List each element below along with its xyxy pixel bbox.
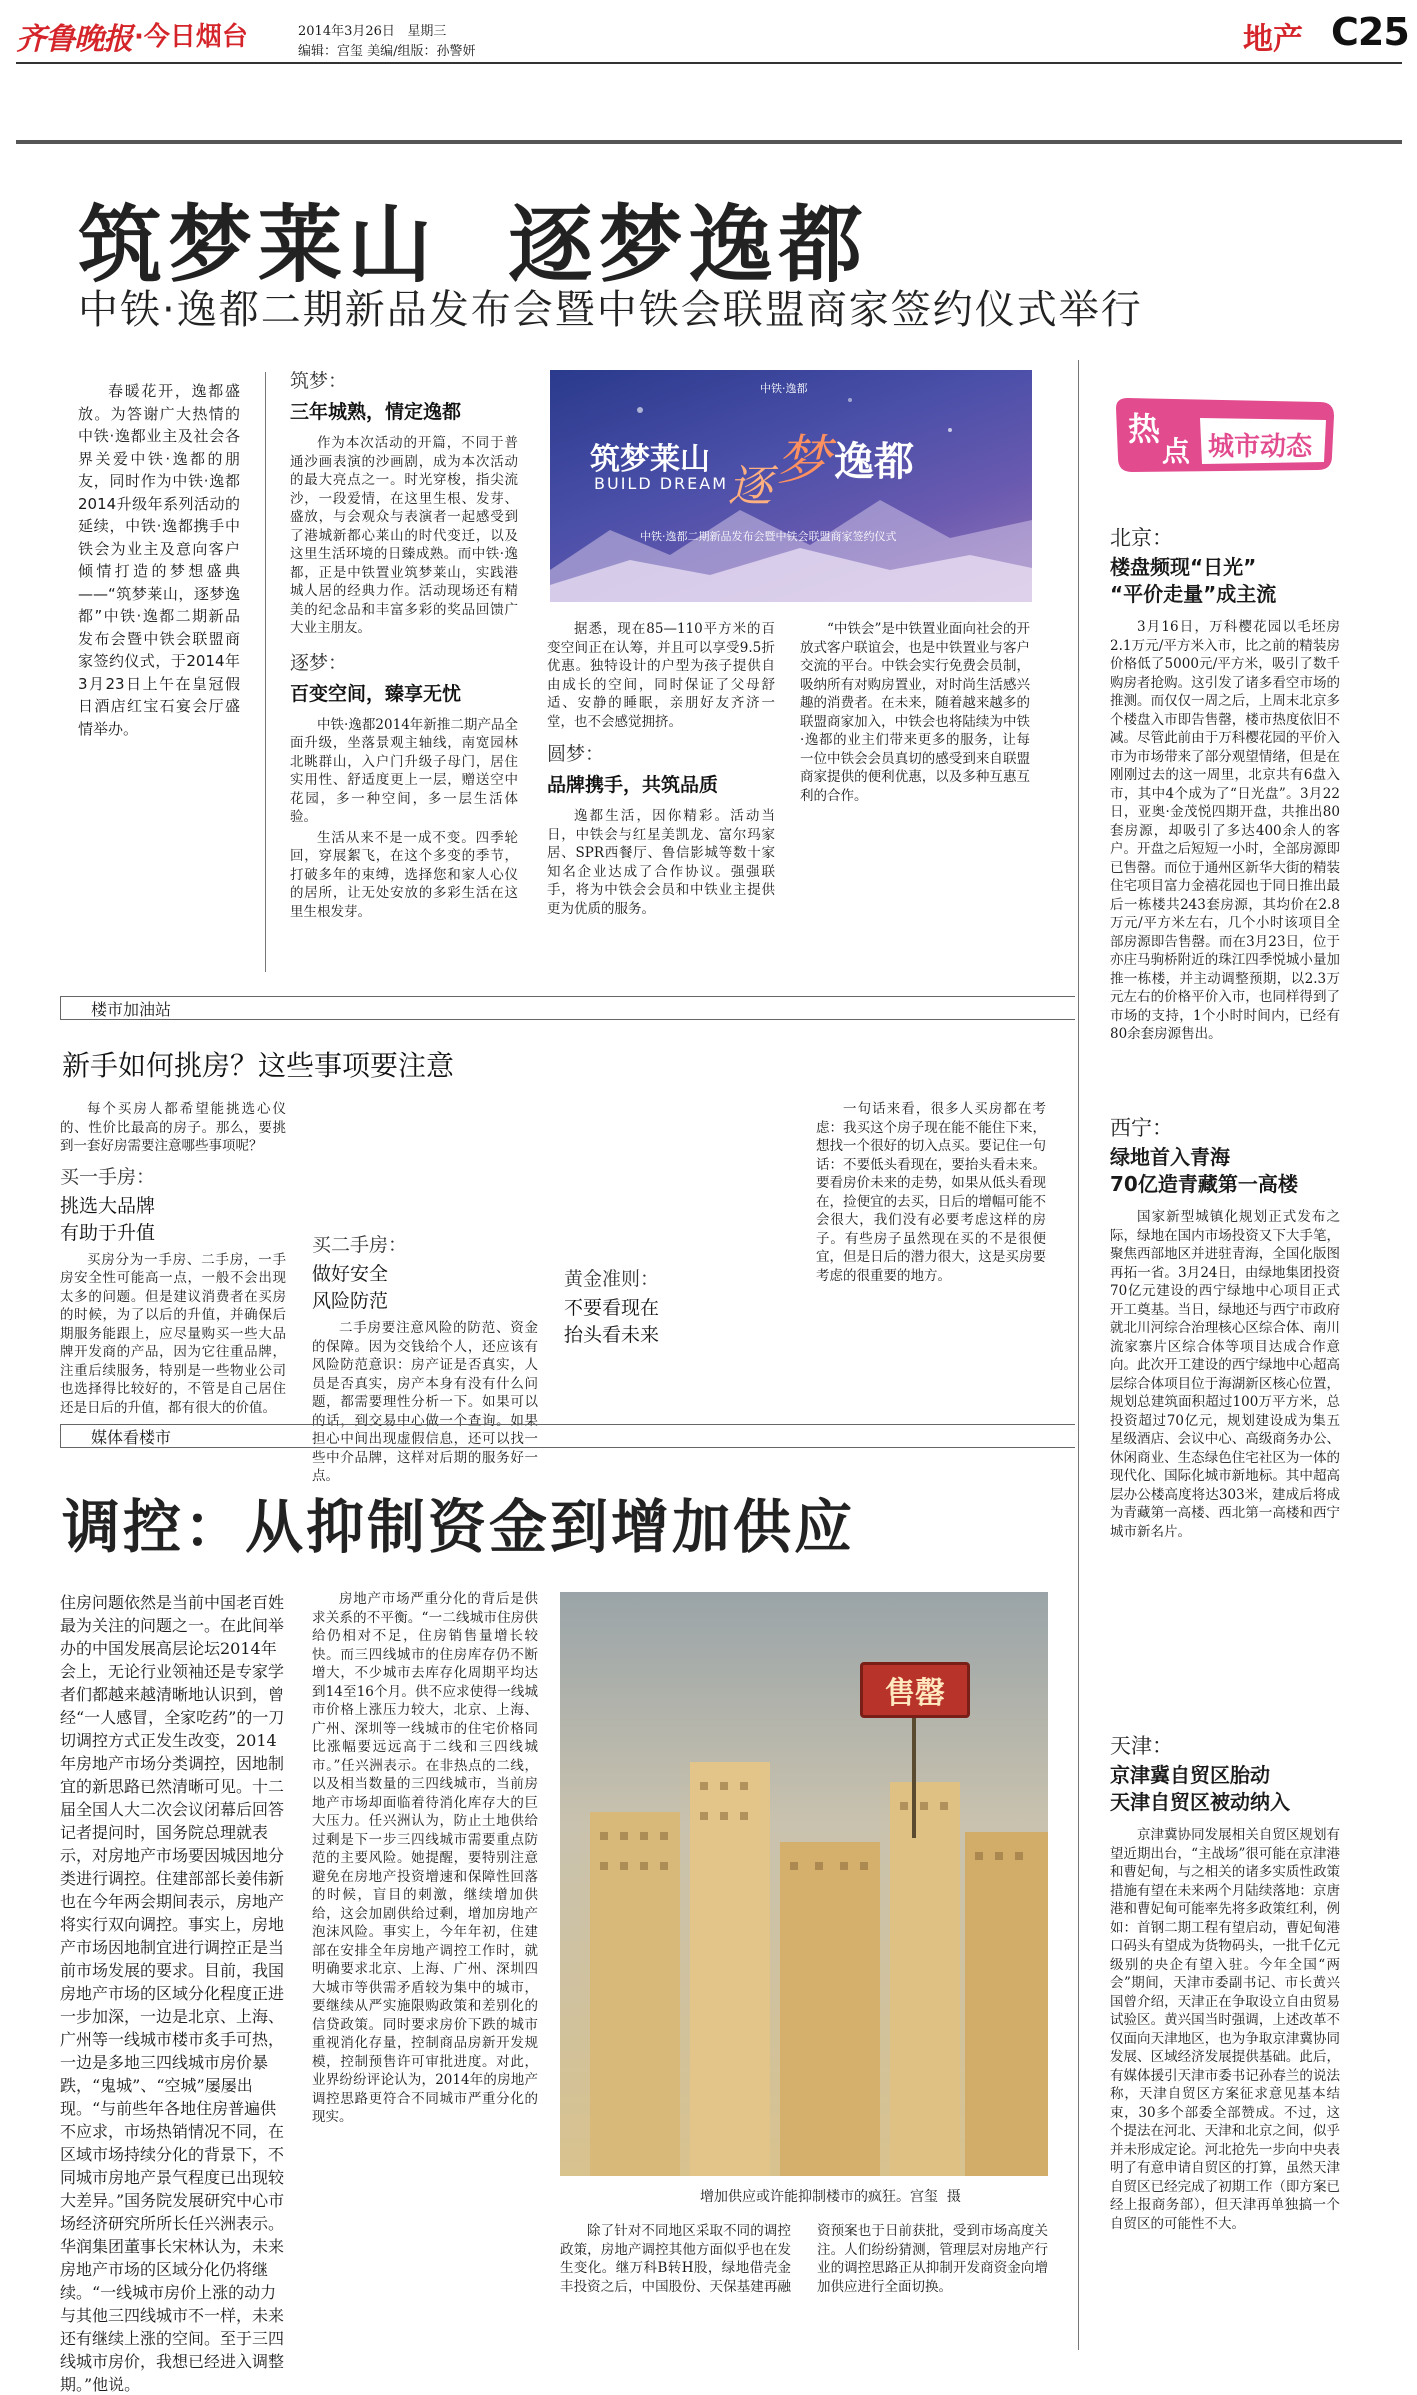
- city-title-line: 绿地首入青海: [1110, 1145, 1230, 1169]
- s1-title-line: 有助于升值: [60, 1221, 156, 1244]
- sidebar-tianjin: [1110, 1730, 1340, 2350]
- s3-title-line: 抬头看未来: [564, 1324, 660, 1346]
- weekday: 星期三: [407, 24, 447, 39]
- s1-label: 买一手房：: [60, 1165, 156, 1188]
- editors-line: 编辑：宫玺 美编/组版：孙警妍: [298, 44, 476, 59]
- city-title-line: 70亿造青藏第一高楼: [1110, 1172, 1298, 1196]
- badge-hot-2: 点: [1162, 435, 1191, 468]
- article2-col4: [816, 1100, 1046, 1380]
- city-title-line: 京津冀自贸区胎动: [1110, 1763, 1270, 1787]
- city-xining: 西宁：: [1110, 1116, 1173, 1140]
- city-title-beijing: [1110, 554, 1340, 608]
- article3-col3: 除了针对不同地区采取不同的调控政策，房地产调控其他方面似乎也在发生变化。继万科B转H股，绿地借壳金丰投资之后，中国股份、天保基建再融资预案也于日前获批，受到市场高度关注。人们纷纷猜测，管理层对房地产行业的调控思路正从抑制开发商资金向增加供应进行全面切换。: [560, 2223, 1048, 2295]
- poster-title-en: BUILD DREAM: [594, 474, 729, 493]
- paragraph: 一句话来看，很多人买房都在考虑：我买这个房子现在能不能住下来，想找一个很好的切入点买。要记住一句话：不要低头看现在，要抬头看未来。要看房价未来的走势，如果从低头看现在，捡便宜的去买，日后的增幅可能不会很大，我们没有必要考虑这样的房子。有些房子虽然现在买的不是很便宜，但是日后的潜力很大，这是买房要考虑的很重要的地方。: [816, 1101, 1046, 1284]
- poster-title-zhu: 逐: [728, 461, 772, 512]
- city-title-line: 楼盘频现“日光”: [1110, 555, 1257, 579]
- lead-divider: [265, 372, 266, 972]
- city-text-beijing: 3月16日，万科樱花园以毛坯房2.1万元/平方米入市，比之前的精装房价格低了5000元/平方米，吸引了数千购房者抢购。这引发了诸多看空市场的推测。而仅仅一周之后，上周末北京多个楼盘入市即告售罄，楼市热度依旧不减。尽管此前由于万科樱花园的平价入市为市场带来了部分观望情绪，但是在刚刚过去的这一周里，北京共有6盘入市，其中4个成为了“日光盘”。3月22日，亚奥·金茂悦四期开盘，共推出80套房源，却吸引了多达400余人的客户。开盘之后短短一小时，全部房源即已售罄。而位于通州区新华大街的精装住宅项目富力金禧花园也于同日推出最后一栋楼共243套房源，其均价在2.8万元/平方米左右，几个小时该项目全部房源即告售罄。而在3月23日，位于亦庄马驹桥附近的珠江四季悦城小量加推一栋楼，并主动调整预期，以2.3万元左右的价格平价入市，也同样得到了市场的支持，1个小时时间内，已经有80余套房源售出。: [1110, 619, 1340, 1042]
- city-title-line: “平价走量”成主流: [1110, 582, 1277, 606]
- tab-meiti-kan-loushi: 媒体看楼市: [60, 1424, 1075, 1448]
- sidebar-xining: [1110, 1112, 1340, 1702]
- badge-title: 城市动态: [1208, 432, 1313, 462]
- paragraph: 二手房要注意风险的防范、资金的保障。因为交钱给个人，还应该有风险防范意识：房产证是否真实，人员是否真实，房产本身有没有什么问题，都需要理性分析一下。如果可以的话，到交易中心做一个查询。如果担心中间出现虚假信息，还可以找一些中介品牌，这样对后期的服务好一点。: [312, 1320, 538, 1484]
- s1-title: [60, 1191, 286, 1245]
- paper-logo: 齐鲁晚报: [16, 22, 132, 57]
- edition-name: ·今日烟台: [134, 22, 248, 52]
- s2-title-line: 风险防范: [312, 1290, 389, 1312]
- masthead: [0, 0, 1417, 70]
- date: 2014年3月26日: [298, 24, 395, 39]
- section-title-zhumeng2: 百变空间，臻享无忧: [290, 682, 462, 705]
- top-separator: [16, 140, 1402, 144]
- sold-out-text: 售罄: [885, 1676, 945, 1711]
- event-poster: [550, 370, 1032, 602]
- city-text-xining: 国家新型城镇化规划正式发布之际，绿地在国内市场投资又下大手笔，聚焦西部地区并进驻青海，全国化版图再拓一省。3月24日，由绿地集团投资70亿元建设的西宁绿地中心项目正式开工奠基。当日，绿地还与西宁市政府就北川河综合治理核心区综合体、南川流家寨片区综合体等项目达成合作意向。此次开工建设的西宁绿地中心超高层综合体项目位于海湖新区核心位置，规划总建筑面积超过100万平方米，总投资超过70亿元，规划建设成为集五星级酒店、会议中心、高级商务办公、休闲商业、生态绿色住宅社区为一体的现代化、国际化城市新地标。其中超高层办公楼高度将达303米，建成后将成为青藏第一高楼、西北第一高楼和西宁城市新名片。: [1110, 1209, 1340, 1540]
- main-headline: 筑梦莱山 逐梦逸都: [78, 196, 869, 294]
- section-title-zhumeng: 三年城熟，情定逸都: [290, 401, 462, 423]
- main-subtitle: 中铁·逸都二期新品发布会暨中铁会联盟商家签约仪式举行: [78, 287, 1143, 333]
- article2-title: 新手如何挑房？这些事项要注意: [62, 1049, 455, 1082]
- sign-pole: [912, 1718, 916, 1838]
- paragraph: 中铁·逸都2014年新推二期产品全面升级，坐落景观主轴线，南宽园林北眺群山，入户门升级子母门，居住实用性、舒适度更上一层，赠送空中花园，多一种空间，多一层生活体验。: [290, 716, 518, 825]
- paragraph: 生活从来不是一成不变。四季轮回，穿展絮飞，在这个多变的季节，打破多年的束缚，选择您和家人心仪的居所，让无处安放的多彩生活在这里生根发芽。: [290, 829, 518, 920]
- lead-paragraph: 春暖花开，逸都盛放。为答谢广大热情的中铁·逸都业主及社会各界关爱中铁·逸都的朋友，同时作为中铁·逸都2014升级年系列活动的延续，中铁·逸都携手中铁会为业主及意向客户倾情打造的梦想盛典——“筑梦莱山，逐梦逸都”中铁·逸都二期新品发布会暨中铁会联盟商家签约仪式，于2014年3月23日上午在皇冠假日酒店红宝石宴会厅盛情举办。: [78, 382, 240, 738]
- hot-badge: [1110, 390, 1340, 480]
- badge-hot-1: 热: [1128, 410, 1161, 448]
- date-line: [298, 20, 446, 39]
- section-label-zhumeng: 筑梦：: [290, 370, 348, 392]
- paragraph: 买房分为一手房、二手房，一手房安全性可能高一点，一般不会出现太多的问题。但是建议消费者在买房的时候，为了以后的升值，并确保后期服务能跟上，应尽量购买一些大品牌开发商的产品，因为它往重品牌，注重后续服务，特别是一些物业公司也选择得比较好的，不管是自己居住还是日后的升值，都有很大的价值。: [60, 1251, 286, 1416]
- sold-out-sign: [860, 1662, 970, 1718]
- paragraph: “中铁会”是中铁置业面向社会的开放式客户联谊会，也是中铁置业与客户交流的平台。中铁会实行免费会员制，吸纳所有对购房置业，对时尚生活感兴趣的消费者。在未来，随着越来越多的联盟商家加入，中铁会也将陆续为中铁·逸都的业主们带来更多的服务，让每一位中铁会会员真切的感受到来自联盟商家提供的便利优惠，以及多种互惠互利的合作。: [800, 621, 1030, 804]
- city-tianjin: 天津：: [1110, 1734, 1173, 1758]
- paragraph: 作为本次活动的开篇，不同于普通沙画表演的沙画剧，成为本次活动的最大亮点之一。时光穿梭，指尖流沙，一段爱情，在这里生根、发芽、盛放，与会观众与表演者一起感受到了港城新都心莱山的时代变迁，以及这里生活环境的日臻成熟。而中铁·逸都，正是中铁置业筑梦莱山，实践港城人居的经典力作。活动现场还有精美的纪念品和丰富多彩的奖品回馈广大业主朋友。: [290, 435, 518, 636]
- sidebar-divider: [1078, 360, 1079, 2350]
- article2-col3: [564, 1100, 790, 1380]
- section-name: 地产: [1243, 22, 1303, 57]
- s3-title-line: 不要看现在: [564, 1297, 660, 1319]
- masthead-rule: [16, 62, 1402, 64]
- city-title-line: 天津自贸区被动纳入: [1110, 1790, 1290, 1814]
- paragraph: 每个买房人都希望能挑选心仪的、性价比最高的房子。那么，要挑到一套好房需要注意哪些事项呢？: [60, 1101, 286, 1154]
- article1-col2: [547, 620, 775, 917]
- section-label-zhumeng2: 逐梦：: [290, 651, 348, 674]
- market-photo: [560, 1592, 1048, 2176]
- paragraph: 逸都生活，因你精彩。活动当日，中铁会与红星美凯龙、富尔玛家居、SPR西餐厅、鲁信影城等数十家知名企业达成了合作协议。强强联手，将为中铁会会员和中铁业主提供更为优质的服务。: [547, 808, 775, 917]
- tab-loushi-jiayouzhan: 楼市加油站: [60, 996, 1075, 1020]
- article3-title: 调控：从抑制资金到增加供应: [62, 1493, 856, 1561]
- poster-title-yidu: 逸都: [834, 438, 914, 485]
- sidebar-beijing: [1110, 522, 1340, 1082]
- article1-col3: [800, 620, 1030, 807]
- s2-title-line: 做好安全: [312, 1263, 389, 1285]
- article2-col1: [60, 1100, 286, 1416]
- article3-col1: 住房问题依然是当前中国老百姓最为关注的问题之一。在此间举办的中国发展高层论坛2014年会上，无论行业领袖还是专家学者们都越来越清晰地认识到，曾经“一人感冒，全家吃药”的一刀切调控方式正发生改变，2014年房地产市场分类调控，因地制宜的新思路已然清晰可见。十二届全国人大二次会议闭幕后回答记者提问时，国务院总理就表示，对房地产市场要因城因地分类进行调控。住建部部长姜伟新也在今年两会期间表示，房地产将实行双向调控。事实上，房地产市场因地制宜进行调控正是当前市场发展的要求。目前，我国房地产市场的区域分化程度正进一步加深，一边是北京、上海、广州等一线城市楼市炙手可热，一边是多地三四线城市房价暴跌，“鬼城”、“空城”屡屡出现。“与前些年各地住房普遍供不应求，市场热销情况不同，在区域市场持续分化的背景下，不同城市房地产景气程度已出现较大差异。”国务院发展研究中心市场经济研究所所长任兴洲表示。华润集团董事长宋林认为，未来房地产市场的区域分化仍将继续。“一线城市房价上涨的动力与其他三四线城市不一样，未来还有继续上涨的空间。至于三四线城市房价，我想已经进入调整期。”他说。: [60, 1593, 285, 2394]
- section-title-yuanmeng: 品牌携手，共筑品质: [547, 774, 719, 796]
- article3-col2: 房地产市场严重分化的背后是供求关系的不平衡。“一二线城市住房供给仍相对不足，住房销售量增长较快。而三四线城市的住房库存仍不断增大，不少城市去库存化周期平均达到14至16个月。供不应求使得一线城市价格上涨压力较大，北京、上海、广州、深圳等一线城市的住宅价格同比涨幅要远远高于二线和三四线城市。”任兴洲表示。在非热点的二线，以及相当数量的三四线城市，当前房地产市场却面临着待消化库存大的巨大压力。任兴洲认为，防止土地供给过剩是下一步三四线城市需要重点防范的主要风险。她提醒，要特别注意避免在房地产投资增速和保障性回落的时候，盲目的刺激，继续增加供给，这会加剧供给过剩，增加房地产泡沫风险。事实上，今年年初，住建部在安排全年房地产调控工作时，就明确要求北京、上海、广州、深圳四大城市等供需矛盾较为集中的城市，要继续从严实施限购政策和差别化的信贷政策。同时要求房价下跌的城市重视消化存量，控制商品房新开发规模，控制预售许可审批进度。对此，业界纷纷评论认为，2014年的房地产调控思路更符合不同城市严重分化的现实。: [312, 1591, 538, 2125]
- city-title-xining: [1110, 1144, 1340, 1198]
- s3-label: 黄金准则：: [564, 1268, 660, 1290]
- city-text-tianjin: 京津冀协同发展相关自贸区规划有望近期出台，“主战场”很可能在京津港和曹妃甸，与之相关的诸多实质性政策措施有望在未来两个月陆续落地：京唐港和曹妃甸可能率先将多政策红利，例如：首钢二期工程有望启动，曹妃甸港口码头有望成为货物码头，一批千亿元级别的央企有望入驻。今年全国“两会”期间，天津市委副书记、市长黄兴国曾介绍，天津正在争取设立自由贸易试验区。黄兴国当时强调，上述改革不仅面向天津地区，也为争取京津冀协同发展、区域经济发展提供基础。此后，有媒体援引天津市委书记孙春兰的说法称，天津自贸区方案征求意见基本结束，30多个部委全部赞成。不过，这个提法在河北、天津和北京之间，似乎并未形成定论。河北抢先一步向中央表明了有意申请自贸区的打算，虽然天津自贸区已经完成了初期工作（即方案已经上报商务部），但天津再单独搞一个自贸区的可能性不大。: [1110, 1827, 1340, 2232]
- photo-caption: 增加供应或许能抑制楼市的疯狂。宫玺 摄: [700, 2189, 961, 2205]
- poster-title-meng: 梦: [776, 429, 830, 492]
- s2-title: [312, 1259, 538, 1313]
- paragraph: 据悉，现在85—110平方米的百变空间正在认筹，并且可以享受9.5折优惠。独特设计的户型为孩子提供自由成长的空间，同时保证了父母舒适、安静的睡眠，亲朋好友齐济一堂，也不会感觉拥挤。: [547, 621, 775, 730]
- city-beijing: 北京：: [1110, 526, 1173, 550]
- page-number: C25: [1331, 10, 1409, 54]
- s1-title-line: 挑选大品牌: [60, 1194, 156, 1217]
- poster-title-left: 筑梦莱山: [590, 442, 710, 477]
- section-label-yuanmeng: 圆梦：: [547, 743, 605, 765]
- s2-label: 买二手房：: [312, 1234, 408, 1256]
- poster-logo: 中铁·逸都: [760, 382, 808, 395]
- photo-buildings: [560, 1592, 1048, 2176]
- article1-col1: [290, 366, 518, 920]
- city-title-tianjin: [1110, 1762, 1340, 1816]
- poster-caption: 中铁·逸都二期新品发布会暨中铁会联盟商家签约仪式: [640, 530, 897, 543]
- article2-col2: [312, 1100, 538, 1484]
- s3-title: [564, 1293, 790, 1347]
